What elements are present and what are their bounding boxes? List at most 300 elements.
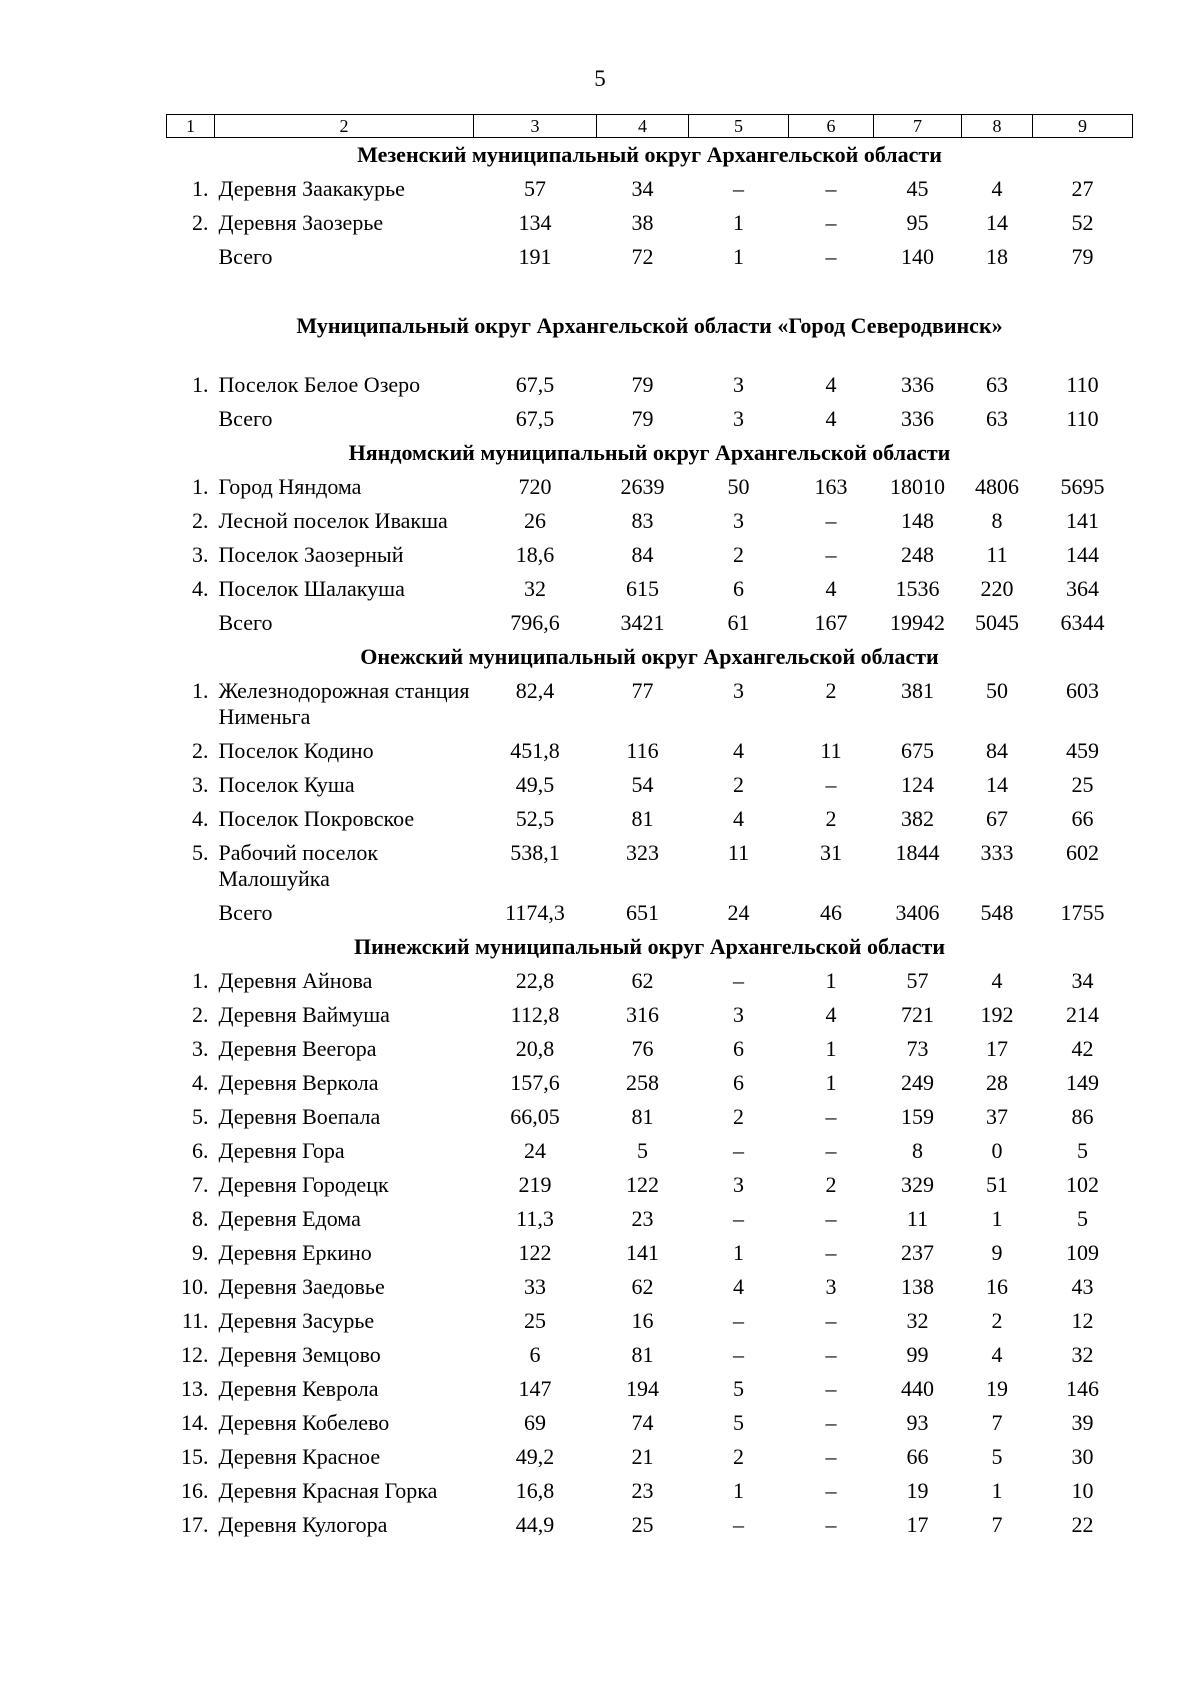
value-cell: 51 — [986, 1172, 1008, 1197]
value-cell: 34 — [1071, 968, 1094, 993]
row-number — [167, 606, 215, 640]
column-number: 5 — [689, 115, 789, 138]
value-cell: 5695 — [1060, 474, 1105, 499]
value-cell: 18010 — [890, 474, 945, 499]
settlement-name: Деревня Засурье — [218, 1308, 375, 1333]
value-cell: – — [825, 1104, 837, 1129]
value-cell: 1536 — [895, 576, 940, 601]
table-row — [167, 836, 1133, 896]
settlement-name: Всего — [218, 900, 273, 925]
page-number: 5 — [594, 66, 606, 91]
table-row — [167, 1338, 1133, 1372]
settlement-name: Деревня Земцово — [218, 1342, 381, 1367]
value-cell: 6 — [529, 1342, 541, 1367]
value-cell: 615 — [626, 576, 659, 601]
value-cell: 46 — [820, 900, 842, 925]
value-cell: 44,9 — [515, 1512, 555, 1537]
settlement-name: Деревня Айнова — [218, 968, 373, 993]
settlement-name: Деревня Заедовье — [218, 1274, 385, 1299]
settlement-name: Деревня Кулогора — [218, 1512, 388, 1537]
value-cell: 3 — [733, 678, 744, 703]
value-cell: 49,5 — [515, 772, 555, 797]
value-cell: 2639 — [620, 474, 665, 499]
value-cell: 17 — [986, 1036, 1008, 1061]
value-cell: 1 — [991, 1206, 1003, 1231]
value-cell: 2 — [825, 806, 837, 831]
table-row — [167, 470, 1133, 504]
value-cell: 67,5 — [515, 406, 555, 431]
table-row — [167, 1134, 1133, 1168]
settlement-name: Деревня Веегора — [218, 1036, 377, 1061]
value-cell: 316 — [626, 1002, 659, 1027]
value-cell: 4 — [825, 576, 837, 601]
value-cell: 191 — [518, 244, 552, 269]
value-cell: 194 — [626, 1376, 659, 1401]
value-cell: 95 — [906, 210, 929, 235]
value-cell: 3 — [733, 508, 744, 533]
value-cell: – — [825, 1444, 837, 1469]
value-cell: 19942 — [890, 610, 945, 635]
value-cell: 219 — [518, 1172, 552, 1197]
value-cell: 167 — [814, 610, 848, 635]
value-cell: 146 — [1066, 1376, 1099, 1401]
value-cell: – — [825, 244, 837, 269]
value-cell: 5 — [733, 1376, 744, 1401]
table-row — [167, 572, 1133, 606]
settlement-name: Поселок Белое Озеро — [218, 372, 421, 397]
row-number: 4. — [192, 1070, 209, 1095]
value-cell: – — [733, 1342, 744, 1367]
value-cell: 159 — [901, 1104, 934, 1129]
value-cell: 63 — [986, 406, 1008, 431]
table-row — [167, 1100, 1133, 1134]
value-cell: 1844 — [895, 840, 940, 865]
value-cell: 73 — [906, 1036, 929, 1061]
settlement-name: Деревня Ваймуша — [218, 1002, 390, 1027]
value-cell: 22 — [1071, 1512, 1094, 1537]
settlement-name: Всего — [218, 610, 273, 635]
value-cell: 4 — [825, 406, 837, 431]
value-cell: – — [825, 1342, 837, 1367]
value-cell: 69 — [524, 1410, 546, 1435]
value-cell: 5 — [1077, 1138, 1088, 1163]
value-cell: 84 — [631, 542, 654, 567]
value-cell: 381 — [901, 678, 934, 703]
value-cell: – — [733, 176, 744, 201]
value-cell: 248 — [901, 542, 934, 567]
value-cell: 1174,3 — [505, 900, 565, 925]
value-cell: 12 — [1071, 1308, 1094, 1333]
value-cell: 3 — [733, 1002, 744, 1027]
table-row — [167, 1168, 1133, 1202]
table-row — [167, 734, 1133, 768]
value-cell: 99 — [906, 1342, 929, 1367]
value-cell: 30 — [1071, 1444, 1094, 1469]
row-number: 3. — [192, 772, 209, 797]
value-cell: 22,8 — [515, 968, 555, 993]
row-number — [167, 402, 215, 436]
value-cell: 192 — [980, 1002, 1014, 1027]
row-number: 5. — [192, 1104, 209, 1129]
value-cell: 8 — [912, 1138, 923, 1163]
value-cell: 11 — [986, 542, 1008, 567]
settlement-name: Поселок Куша — [218, 772, 355, 797]
value-cell: – — [825, 1410, 837, 1435]
row-number: 1. — [192, 372, 209, 397]
value-cell: 4 — [991, 176, 1003, 201]
value-cell: – — [825, 1138, 837, 1163]
value-cell: 538,1 — [510, 840, 560, 865]
value-cell: 116 — [626, 738, 659, 763]
value-cell: 1 — [825, 1036, 837, 1061]
settlement-name: Деревня Городецк — [218, 1172, 389, 1197]
value-cell: 112,8 — [510, 1002, 560, 1027]
table-row — [167, 802, 1133, 836]
value-cell: 62 — [631, 968, 654, 993]
value-cell: 4 — [825, 1002, 837, 1027]
value-cell: 79 — [631, 406, 654, 431]
value-cell: 102 — [1066, 1172, 1099, 1197]
row-number: 1. — [192, 968, 209, 993]
value-cell: 2 — [733, 772, 744, 797]
value-cell: 20,8 — [515, 1036, 555, 1061]
row-number: 2. — [192, 1002, 209, 1027]
value-cell: – — [825, 210, 837, 235]
table-row — [167, 1066, 1133, 1100]
value-cell: 138 — [901, 1274, 934, 1299]
value-cell: 77 — [631, 678, 654, 703]
section-heading-row — [167, 138, 1133, 173]
row-number: 2. — [192, 508, 209, 533]
value-cell: 5 — [991, 1444, 1003, 1469]
value-cell: 1 — [825, 1070, 837, 1095]
settlement-name: Поселок Покровское — [218, 806, 415, 831]
value-cell: – — [733, 1512, 744, 1537]
value-cell: 25 — [1071, 772, 1094, 797]
value-cell: 61 — [727, 610, 750, 635]
value-cell: 2 — [733, 1444, 744, 1469]
spacer-cell — [167, 274, 1133, 284]
value-cell: 163 — [814, 474, 848, 499]
value-cell: 6344 — [1060, 610, 1105, 635]
column-number: 9 — [1033, 115, 1133, 138]
value-cell: – — [733, 968, 744, 993]
value-cell: 249 — [901, 1070, 934, 1095]
value-cell: 602 — [1066, 840, 1099, 865]
table-row — [167, 1372, 1133, 1406]
row-number: 1. — [192, 678, 209, 703]
value-cell: 14 — [986, 210, 1008, 235]
column-number-header — [167, 115, 1133, 138]
value-cell: 5 — [637, 1138, 648, 1163]
value-cell: 4 — [991, 968, 1003, 993]
value-cell: 451,8 — [510, 738, 560, 763]
value-cell: 5 — [733, 1410, 744, 1435]
value-cell: 721 — [901, 1002, 934, 1027]
value-cell: – — [825, 1478, 837, 1503]
settlement-name: Деревня Заакакурье — [218, 176, 405, 201]
value-cell: 336 — [901, 406, 934, 431]
row-number: 1. — [192, 176, 209, 201]
settlement-name: Деревня Едома — [218, 1206, 361, 1231]
value-cell: 148 — [901, 508, 934, 533]
value-cell: 1 — [733, 244, 744, 269]
section-heading-row — [167, 640, 1133, 674]
value-cell: – — [825, 1512, 837, 1537]
value-cell: 3 — [825, 1274, 837, 1299]
value-cell: 19 — [906, 1478, 929, 1503]
value-cell: 3 — [733, 372, 744, 397]
value-cell: 8 — [991, 508, 1003, 533]
value-cell: 720 — [518, 474, 552, 499]
total-row — [167, 606, 1133, 640]
settlement-name: Деревня Гора — [218, 1138, 345, 1163]
column-number: 6 — [789, 115, 874, 138]
spacer-row — [167, 274, 1133, 284]
table-row — [167, 1202, 1133, 1236]
settlement-name: Деревня Красная Горка — [218, 1478, 438, 1503]
value-cell: 3 — [733, 406, 744, 431]
value-cell: 122 — [626, 1172, 659, 1197]
value-cell: – — [733, 1138, 744, 1163]
value-cell: 1 — [733, 210, 744, 235]
value-cell: 50 — [727, 474, 750, 499]
table-row — [167, 998, 1133, 1032]
table-row — [167, 1032, 1133, 1066]
row-number: 2. — [192, 210, 209, 235]
value-cell: 6 — [733, 1036, 744, 1061]
value-cell: 149 — [1066, 1070, 1099, 1095]
row-number: 12. — [181, 1342, 209, 1367]
value-cell: 45 — [906, 176, 929, 201]
value-cell: 49,2 — [515, 1444, 555, 1469]
row-number: 8. — [192, 1206, 209, 1231]
value-cell: 38 — [631, 210, 654, 235]
settlement-name: Железнодорожная станция Нименьга — [218, 678, 470, 729]
settlement-name: Деревня Кеврола — [218, 1376, 379, 1401]
value-cell: 16 — [986, 1274, 1008, 1299]
value-cell: 2 — [825, 1172, 837, 1197]
settlement-name: Поселок Шалакуша — [218, 576, 405, 601]
value-cell: 4 — [991, 1342, 1003, 1367]
value-cell: 147 — [518, 1376, 552, 1401]
section-heading-row — [167, 436, 1133, 470]
value-cell: – — [825, 1240, 837, 1265]
value-cell: 66,05 — [510, 1104, 560, 1129]
value-cell: 6 — [733, 1070, 744, 1095]
value-cell: 37 — [986, 1104, 1008, 1129]
table-row — [167, 1406, 1133, 1440]
value-cell: 144 — [1066, 542, 1099, 567]
value-cell: 81 — [631, 1342, 654, 1367]
value-cell: 459 — [1066, 738, 1099, 763]
row-number: 11. — [181, 1308, 209, 1333]
settlement-name: Деревня Еркино — [218, 1240, 372, 1265]
value-cell: 4 — [825, 372, 837, 397]
value-cell: 26 — [524, 508, 546, 533]
value-cell: 39 — [1071, 1410, 1094, 1435]
value-cell: – — [825, 508, 837, 533]
value-cell: 4 — [733, 738, 744, 763]
value-cell: – — [825, 1376, 837, 1401]
value-cell: 382 — [901, 806, 934, 831]
value-cell: 110 — [1066, 372, 1099, 397]
section-heading-row — [167, 930, 1133, 964]
value-cell: 43 — [1071, 1274, 1094, 1299]
settlement-name: Деревня Веркола — [218, 1070, 379, 1095]
value-cell: 25 — [524, 1308, 546, 1333]
value-cell: 675 — [901, 738, 934, 763]
value-cell: 237 — [901, 1240, 934, 1265]
value-cell: 440 — [901, 1376, 934, 1401]
value-cell: 2 — [991, 1308, 1003, 1333]
value-cell: 141 — [1066, 508, 1099, 533]
table-row — [167, 172, 1133, 206]
value-cell: 2 — [825, 678, 837, 703]
settlement-name: Деревня Красное — [218, 1444, 381, 1469]
row-number: 4. — [192, 806, 209, 831]
value-cell: 214 — [1066, 1002, 1099, 1027]
value-cell: 122 — [518, 1240, 552, 1265]
value-cell: 796,6 — [510, 610, 560, 635]
value-cell: 16 — [631, 1308, 654, 1333]
table-row — [167, 768, 1133, 802]
value-cell: – — [825, 1308, 837, 1333]
value-cell: 93 — [906, 1410, 929, 1435]
section-title: Муниципальный округ Архангельской области «Город Северодвинск» — [296, 313, 1003, 338]
value-cell: 220 — [980, 576, 1014, 601]
row-number: 3. — [192, 1036, 209, 1061]
value-cell: 323 — [626, 840, 659, 865]
total-row — [167, 240, 1133, 274]
value-cell: 110 — [1066, 406, 1099, 431]
value-cell: 11 — [820, 738, 842, 763]
value-cell: 4806 — [975, 474, 1019, 499]
value-cell: 66 — [906, 1444, 929, 1469]
value-cell: 67 — [986, 806, 1008, 831]
value-cell: 4 — [733, 1274, 744, 1299]
column-number: 7 — [874, 115, 962, 138]
settlement-name: Рабочий поселок Малошуйка — [218, 840, 379, 891]
settlement-name: Всего — [218, 406, 273, 431]
row-number: 5. — [192, 840, 209, 865]
value-cell: 86 — [1071, 1104, 1094, 1129]
row-number: 7. — [192, 1172, 209, 1197]
value-cell: 140 — [901, 244, 934, 269]
total-row — [167, 896, 1133, 930]
value-cell: 57 — [524, 176, 546, 201]
settlement-name: Поселок Заозерный — [218, 542, 404, 567]
row-number: 10. — [181, 1274, 209, 1299]
value-cell: 33 — [524, 1274, 546, 1299]
value-cell: 31 — [820, 840, 842, 865]
row-number: 13. — [181, 1376, 209, 1401]
settlement-name: Деревня Заозерье — [218, 210, 384, 235]
value-cell: 10 — [1071, 1478, 1094, 1503]
settlement-name: Поселок Кодино — [218, 738, 374, 763]
value-cell: 603 — [1066, 678, 1099, 703]
value-cell: – — [733, 1206, 744, 1231]
row-number: 16. — [181, 1478, 209, 1503]
value-cell: 3406 — [895, 900, 940, 925]
row-number: 14. — [181, 1410, 209, 1435]
value-cell: 52 — [1071, 210, 1094, 235]
value-cell: – — [825, 176, 837, 201]
value-cell: 0 — [991, 1138, 1003, 1163]
total-row — [167, 402, 1133, 436]
value-cell: 2 — [733, 1104, 744, 1129]
table-row — [167, 1270, 1133, 1304]
settlement-name: Деревня Воепала — [218, 1104, 381, 1129]
value-cell: 11 — [727, 840, 750, 865]
value-cell: 19 — [986, 1376, 1008, 1401]
value-cell: 157,6 — [510, 1070, 560, 1095]
value-cell: 548 — [980, 900, 1014, 925]
section-title: Няндомский муниципальный округ Архангельской области — [348, 440, 951, 465]
value-cell: 32 — [906, 1308, 929, 1333]
table-row — [167, 1440, 1133, 1474]
table-row — [167, 1508, 1133, 1542]
value-cell: 7 — [991, 1410, 1003, 1435]
value-cell: 34 — [631, 176, 654, 201]
row-number: 6. — [192, 1138, 209, 1163]
value-cell: 81 — [631, 806, 654, 831]
section-heading-row — [167, 284, 1133, 368]
value-cell: 2 — [733, 542, 744, 567]
settlement-name: Деревня Кобелево — [218, 1410, 390, 1435]
row-number: 17. — [181, 1512, 209, 1537]
settlement-name: Всего — [218, 244, 273, 269]
row-number — [167, 896, 215, 930]
value-cell: – — [733, 1308, 744, 1333]
value-cell: 83 — [631, 508, 654, 533]
value-cell: 79 — [1071, 244, 1094, 269]
value-cell: 50 — [986, 678, 1008, 703]
value-cell: 18,6 — [515, 542, 555, 567]
value-cell: 32 — [1071, 1342, 1094, 1367]
table-row — [167, 368, 1133, 402]
value-cell: 11,3 — [516, 1206, 554, 1231]
value-cell: 66 — [1071, 806, 1094, 831]
value-cell: 82,4 — [515, 678, 555, 703]
value-cell: 258 — [626, 1070, 659, 1095]
value-cell: 17 — [906, 1512, 929, 1537]
value-cell: 11 — [906, 1206, 929, 1231]
value-cell: 63 — [986, 372, 1008, 397]
row-number: 9. — [192, 1240, 209, 1265]
value-cell: – — [825, 1206, 837, 1231]
value-cell: 1755 — [1060, 900, 1105, 925]
value-cell: 3421 — [620, 610, 665, 635]
value-cell: 7 — [991, 1512, 1003, 1537]
value-cell: 329 — [901, 1172, 934, 1197]
column-number: 3 — [474, 115, 597, 138]
value-cell: 74 — [631, 1410, 654, 1435]
row-number: 4. — [192, 576, 209, 601]
value-cell: 52,5 — [515, 806, 555, 831]
section-title: Мезенский муниципальный округ Архангельской области — [357, 142, 942, 167]
value-cell: 81 — [631, 1104, 654, 1129]
value-cell: 27 — [1071, 176, 1094, 201]
value-cell: 76 — [631, 1036, 654, 1061]
value-cell: 134 — [518, 210, 552, 235]
table-row — [167, 206, 1133, 240]
table-row — [167, 674, 1133, 734]
value-cell: 79 — [631, 372, 654, 397]
value-cell: 336 — [901, 372, 934, 397]
column-number: 8 — [962, 115, 1033, 138]
value-cell: 23 — [631, 1206, 654, 1231]
